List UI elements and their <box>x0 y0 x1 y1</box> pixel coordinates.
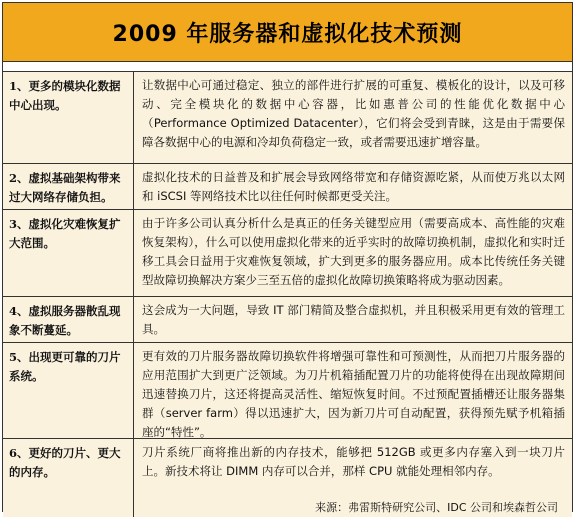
trend-cell: 5、出现更可靠的刀片系统。 <box>3 343 134 438</box>
table-title: 2009 年服务器和虚拟化技术预测 <box>112 21 463 47</box>
description-cell: 由于许多公司认真分析什么是真正的任务关键型应用（需要高成本、高性能的灾难恢复架构），什么可以使用虚拟化带来的近乎实时的故障切换机制，虚拟化和实时迁移工具会日益用于灾难恢复领域，扩大到更多的服务器应用。成本比传统任务关键型故障切换解决方案少三至五倍的虚拟化故障切换策略将成为驱动因素。 <box>142 216 565 287</box>
trend-cell: 6、更好的刀片、更大的内存。 <box>3 439 134 517</box>
trend-cell: 2、虚拟基础架构带来过大网络存储负担。 <box>3 164 134 209</box>
description-cell: 这会成为一大问题，导致 IT 部门精简及整合虚拟机，并且积极采用更有效的管理工具。 <box>142 303 565 336</box>
description-cell: 虚拟化技术的日益普及和扩展会导致网络带宽和存储资源吃紧，从而使万兆以太网和 iSCSI 等网络技术比以往任何时候都更受关注。 <box>142 170 565 203</box>
table-body <box>3 72 572 517</box>
description-cell: 更有效的刀片服务器故障切换软件将增强可靠性和可预测性，从而把刀片服务器的应用范围扩大到更广泛领域。为刀片机箱插配置刀片的功能将使得在出现故障期间迅速替换刀片，这还将提高灵活性、缩短恢复时间。不过预配置插槽还让服务器集群（server farm）得以迅速扩大，因为新刀片可自动配置，获得预先赋予机箱插座的“特性”。 <box>142 349 565 438</box>
source-note: 来源：弗雷斯特研究公司、IDC 公司和埃森哲公司 <box>315 501 558 514</box>
title-separator <box>3 62 572 72</box>
table-row <box>3 439 572 517</box>
description-cell: 刀片系统厂商将推出新的内存技术，能够把 512GB 或更多内存塞入到一块刀片上。新技术将让 DIMM 内存可以合并，那样 CPU 就能处理相邻内存。 <box>142 445 565 478</box>
table-row <box>3 343 572 439</box>
trend-cell: 4、虚拟服务器散乱现象不断蔓延。 <box>3 297 134 342</box>
table-row <box>3 297 572 343</box>
table-row <box>3 72 572 164</box>
table-row <box>3 164 572 210</box>
forecast-table <box>2 2 573 512</box>
trend-cell: 1、更多的模块化数据中心出现。 <box>3 72 134 163</box>
trend-cell: 3、虚拟化灾难恢复扩大范围。 <box>3 210 134 296</box>
table-row <box>3 210 572 297</box>
description-cell: 让数据中心可通过稳定、独立的部件进行扩展的可重复、模板化的设计，以及可移动、完全模块化的数据中心容器，比如惠普公司的性能优化数据中心（Performance Optimized Datacenter），它们将会受到青睐，这是由于需要保障各数据中心的电源和冷却负荷稳定一致，或者需要迅速扩增容量。 <box>142 78 565 149</box>
title-bar <box>3 3 572 62</box>
